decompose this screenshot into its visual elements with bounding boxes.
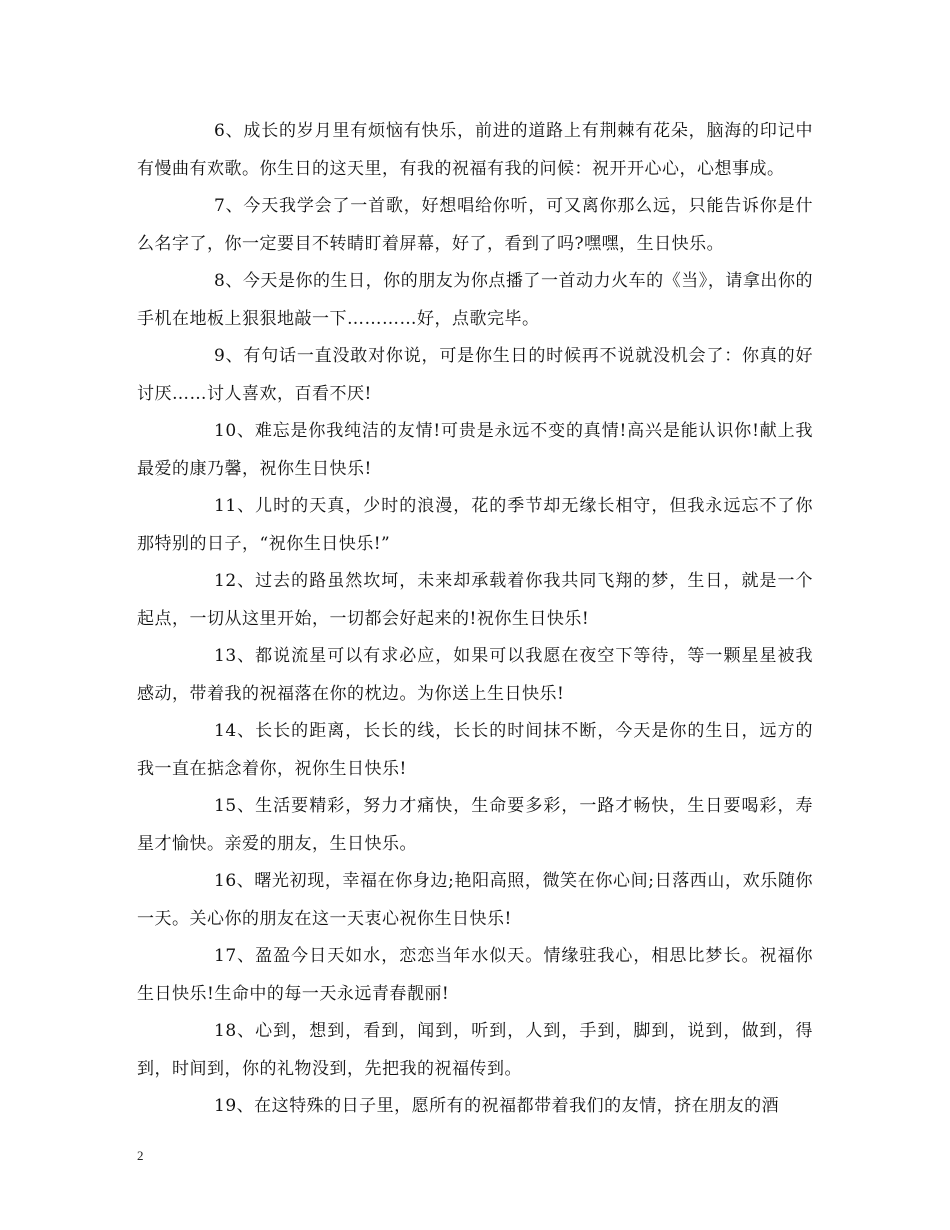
paragraph-8: 8、今天是你的生日，你的朋友为你点播了一首动力火车的《当》，请拿出你的手机在地板上狠狠地敲一下…………好，点歌完毕。 <box>137 271 813 329</box>
document-body <box>137 113 813 1126</box>
paragraph-17: 17、盈盈今日天如水，恋恋当年水似天。情缘驻我心，相思比梦长。祝福你生日快乐!生命中的每一天永远青春靓丽! <box>137 946 813 1004</box>
paragraph-7: 7、今天我学会了一首歌，好想唱给你听，可又离你那么远，只能告诉你是什么名字了，你一定要目不转睛盯着屏幕，好了，看到了吗?嘿嘿，生日快乐。 <box>137 196 813 254</box>
paragraph-15: 15、生活要精彩，努力才痛快，生命要多彩，一路才畅快，生日要喝彩，寿星才愉快。亲爱的朋友，生日快乐。 <box>137 796 813 854</box>
paragraph-9: 9、有句话一直没敢对你说，可是你生日的时候再不说就没机会了：你真的好讨厌……讨人喜欢，百看不厌! <box>137 346 813 404</box>
paragraph-19: 19、在这特殊的日子里，愿所有的祝福都带着我们的友情，挤在朋友的酒 <box>214 1096 780 1116</box>
paragraph-6: 6、成长的岁月里有烦恼有快乐，前进的道路上有荆棘有花朵，脑海的印记中有慢曲有欢歌。你生日的这天里，有我的祝福有我的问候：祝开开心心，心想事成。 <box>137 121 813 179</box>
paragraph-14: 14、长长的距离，长长的线，长长的时间抹不断，今天是你的生日，远方的我一直在掂念着你，祝你生日快乐! <box>137 721 813 779</box>
page-number: 2 <box>137 1148 144 1163</box>
paragraph-16: 16、曙光初现，幸福在你身边;艳阳高照，微笑在你心间;日落西山，欢乐随你一天。关心你的朋友在这一天衷心祝你生日快乐! <box>137 871 813 929</box>
paragraph-11: 11、儿时的天真，少时的浪漫，花的季节却无缘长相守，但我永远忘不了你那特别的日子，“祝你生日快乐!” <box>137 496 813 554</box>
paragraph-10: 10、难忘是你我纯洁的友情!可贵是永远不变的真情!高兴是能认识你!献上我最爱的康乃馨，祝你生日快乐! <box>137 421 813 479</box>
paragraph-12: 12、过去的路虽然坎坷，未来却承载着你我共同飞翔的梦，生日，就是一个起点，一切从这里开始，一切都会好起来的!祝你生日快乐! <box>137 571 813 629</box>
paragraph-13: 13、都说流星可以有求必应，如果可以我愿在夜空下等待，等一颗星星被我感动，带着我的祝福落在你的枕边。为你送上生日快乐! <box>137 646 813 704</box>
paragraph-18: 18、心到，想到，看到，闻到，听到，人到，手到，脚到，说到，做到，得到，时间到，你的礼物没到，先把我的祝福传到。 <box>137 1021 813 1079</box>
